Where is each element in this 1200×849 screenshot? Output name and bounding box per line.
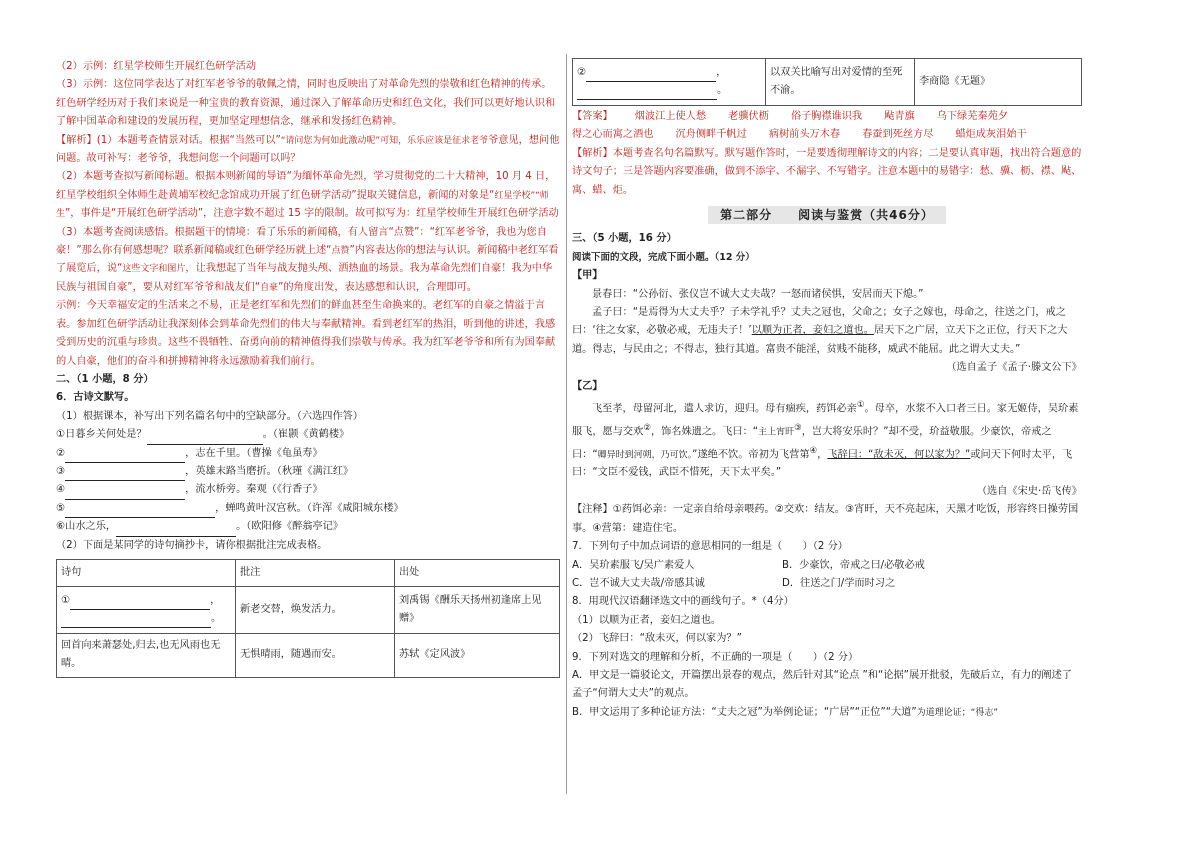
blank-field[interactable] (65, 468, 185, 481)
blank-field[interactable] (577, 87, 717, 100)
blank-field[interactable] (65, 487, 185, 500)
fill-line-6: ⑥山水之乐， 。（欧阳修《醉翁亭记》 (56, 518, 560, 536)
poem-card-table-continued (572, 58, 1082, 106)
question-8: 8．用现代汉语翻译选文中的画线句子。*（4分） (572, 596, 794, 608)
question-9: 9．下列对选文的理解和分析，不正确的一项是（ ）（2 分） (572, 651, 859, 663)
fill-line-5: ⑤ ，蝉鸣黄叶汉宫秋。（许浑《咸阳城东楼》 (56, 500, 560, 518)
table-header-row (57, 559, 560, 586)
poem-cell: 回首向来萧瑟处,归去,也无风雨也无晴。 (57, 633, 236, 677)
analysis-3: （3）本题考查阅读感悟。根据题干的情境：看了乐乐的新闻稿，有人留言“点赞”：“红军老爷爷，我也为您自豪！”那么你有何感想呢？联系新闻稿或红色研学经历就上述“点赞”内容表达你的想法与认识。新闻稿中老红军看了展览后，说“这些文字和图片，让我想起了当年与战友抛头颅、洒热血的场景。我为革命先烈们自豪！我为中华民族与祖国自豪”，要从对红军爷爷和战友们“自豪”的角度出发，表达感想和认识，合理即可。 (56, 226, 559, 293)
right-column (572, 58, 1082, 722)
blank-field[interactable] (70, 597, 210, 610)
fill-line-3: ③ ，英雄末路当磨折。（秋瑾《满江红》 (56, 463, 560, 481)
annotation-note: 【注释】①药饵必亲：一定亲自给母亲喂药。②交欢：结友。③宵旰，天不亮起床，天黑才吃饭，形容终日操劳国事。④营第：建造住宅。 (572, 504, 1079, 534)
blank-field[interactable] (116, 524, 236, 537)
question-7: 7．下列句子中加点词语的意思相同的一组是（ ）（2 分） (572, 541, 848, 553)
answer-example-2: （2）示例：红星学校师生开展红色研学活动 (56, 61, 257, 72)
passage-jia-para-1: 景春曰：“公孙衍、张仪岂不诚大丈夫哉？一怒而诸侯惧，安居而天下熄。” (592, 288, 924, 300)
fill-line-1: ①日暮乡关何处是？ 。（崔颢《黄鹤楼》 (56, 426, 560, 444)
poem-card-table (56, 559, 560, 678)
table-row (57, 633, 560, 677)
question-6-1: （1）根据课本，补写出下列名篇名句中的空缺部分。（六选四作答） (56, 410, 364, 422)
question-8-1: （1）以顺为正者，妾妇之道也。 (572, 614, 722, 626)
question-9-option-b: B．甲文运用了多种论证方法：“丈夫之冠”为举例论证；“广居”“正位”“大道”为道理论证；“得志” (572, 706, 998, 718)
note-cell: 新老交替，焕发活力。 (236, 586, 395, 633)
blank-field[interactable] (586, 69, 716, 82)
blank-field[interactable] (65, 505, 215, 518)
source-cell: 苏轼《定风波》 (395, 633, 560, 677)
blank-field[interactable] (65, 450, 185, 463)
blank-field[interactable] (147, 432, 263, 445)
source-yi: （选自《宋史·岳飞传》 (976, 485, 1082, 497)
section-2-heading: 二、（1 小题，8 分） (56, 373, 154, 385)
poem-cell-blank: ① ， 。 (57, 586, 236, 633)
source-jia: （选自孟子《孟子·滕文公下》 (946, 362, 1082, 374)
source-cell: 李商隐《无题》 (915, 59, 1082, 106)
table-row (57, 586, 560, 633)
passage-jia-label: 【甲】 (572, 270, 603, 282)
column-divider (566, 54, 567, 794)
header-poem: 诗句 (57, 559, 236, 586)
passage-yi-para: 飞至孝，母留河北，遣人求访，迎归。母有痼疾，药饵必亲①。母卒，水浆不入口者三日。家无姬侍，吴玠素服飞，愿与交欢②，饰名姝遗之。飞曰：“主上宵旰③，岂大将安乐时？”却不受，玠益敬服。少豪饮，帝戒之曰：“卿异时到河朔，乃可饮。”遂绝不饮。帝初为飞营第④，飞辞曰：“敌未灭，何以家为？”或问天下何时太平，飞曰：“文臣不爱钱，武臣不惜死，天下太平矣。” (572, 400, 1079, 479)
analysis-2: （2）本题考查拟写新闻标题。根据本则新闻的导语“为缅怀革命先烈，学习贯彻党的二十大精神，10 月 4 日，红星学校组织全体师生赴黄埔军校纪念馆成功开展了红色研学活动”提取关键信息，新闻的对象是“红星学校”“师生”，事件是“开展红色研学活动”，注意字数不超过 15 字的限制。故可拟写为：红星学校师生开展红色研学活动 (56, 171, 559, 220)
passage-yi-label: 【乙】 (572, 380, 603, 392)
question-9-option-a: A．甲文是一篇驳论文，开篇摆出景春的观点，然后针对其“论点 ”和“论据”展开批驳，先破后立，有力的阐述了孟子“何谓大丈夫”的观点。 (572, 669, 1072, 700)
reading-intro: 阅读下面的文段，完成下面小题。（12 分） (572, 251, 755, 263)
question-8-2: （2）飞辞曰：“敌未灭，何以家为？” (572, 633, 742, 645)
answer-block: 【答案】 烟波江上使人愁 老骥伏枥 俗子胸襟谁识我 飐青旗 乌下绿芜秦苑夕 得之心而寓之酒也 沉舟侧畔千帆过 病树前头万木春 春蚕到死丝方尽 蜡炬成灰泪始干 (572, 108, 1082, 145)
example-answer: 示例：今天幸福安定的生活来之不易，正是老红军和先烈们的鲜血甚至生命换来的。老红军的自豪之情溢于言表。参加红色研学活动让我深刻体会到革命先烈们的伟大与奉献精神。看到老红军的热泪，听到他的讲述，我感受到历史的沉重与珍贵。这些不畏牺牲、奋勇向前的精神值得我们崇敬与传承。我为红军老爷爷和所有为国奉献的人自豪，他们的奋斗和拼搏精神将永远激励着我们前行。 (56, 300, 556, 367)
source-cell: 刘禹锡《酬乐天扬州初逢席上见赠》 (395, 586, 560, 633)
fill-line-4: ④ ，流水桥旁。秦观（《行香子》 (56, 481, 560, 499)
part-2-heading: 第二部分 阅读与鉴赏（共46分） (572, 206, 1082, 226)
blank-field[interactable] (61, 615, 211, 628)
note-cell: 无惧晴雨，随遇而安。 (236, 633, 395, 677)
table-row (573, 59, 1082, 106)
question-6-2: （2）下面是某同学的诗句摘抄卡，请你根据批注完成表格。 (56, 539, 328, 551)
note-cell: 以双关比喻写出对爱情的至死不渝。 (766, 59, 915, 106)
option-a: A．吴玠素服飞/吴广素爱人 (572, 559, 695, 571)
section-3-heading: 三、（5 小题，16 分） (572, 233, 677, 245)
header-source: 出处 (395, 559, 560, 586)
answer-example-3: （3）示例：这位同学表达了对红军老爷爷的敬佩之情，同时也反映出了对革命先烈的崇敬和红色精神的传承。红色研学经历对于我们来说是一种宝贵的教育资源，通过深入了解革命历史和红色文化，我们可以更好地认识和了解中国革命和建设的发展历程，更加坚定理想信念，继承和发扬红色精神。 (56, 79, 556, 128)
question-6-title: 6．古诗文默写。 (56, 392, 135, 404)
poem-cell-blank: ② ， 。 (573, 59, 766, 106)
option-d: D．往送之门/学而时习之 (782, 577, 896, 589)
answer-label: 【答案】 (572, 111, 613, 122)
analysis-block: 【解析】本题考查名句名篇默写。默写题作答时，一是要透彻理解诗文的内容；二是要认真审题，找出符合题意的诗文句子；三是答题内容要准确，做到不添字、不漏字、不写错字。注意本题中的易错字：愁、骥、枥、襟、飐、寓、蜡、炬。 (572, 147, 1082, 196)
header-note: 批注 (236, 559, 395, 586)
fill-line-2: ② ，志在千里。（曹操《龟虽寿》 (56, 445, 560, 463)
underlined-sentence: 以顺为正者，妾妇之道也。 (751, 325, 874, 337)
option-b: B．少豪饮，帝戒之曰/必敬必戒 (782, 559, 925, 571)
passage-jia-para-2: 孟子曰：“是焉得为大丈夫乎？子未学礼乎？丈夫之冠也，父命之；女子之嫁也，母命之，往送之门，戒之曰：‘往之女家，必敬必戒，无违夫子！’以顺为正者，妾妇之道也。居天下之广居，立天下之正位，行天下之大道。得志，与民由之；不得志，独行其道。富贵不能淫，贫贱不能移，威武不能屈。此之谓大丈夫。” (572, 307, 1068, 355)
analysis-1: 【解析】(1）本题考查情景对话。根据“当然可以”“请问您为何如此激动呢”可知，乐乐应该是征求老爷爷意见，想问他问题。故可补写：老爷爷，我想问您一个问题可以吗？ (56, 134, 560, 165)
underlined-sentence: 飞辞曰：“敌未灭，何以家为？” (827, 449, 971, 461)
question-7-options (572, 557, 1082, 594)
option-c: C．岂不诚大丈夫哉/帝感其诚 (572, 577, 705, 589)
left-column (56, 58, 560, 678)
